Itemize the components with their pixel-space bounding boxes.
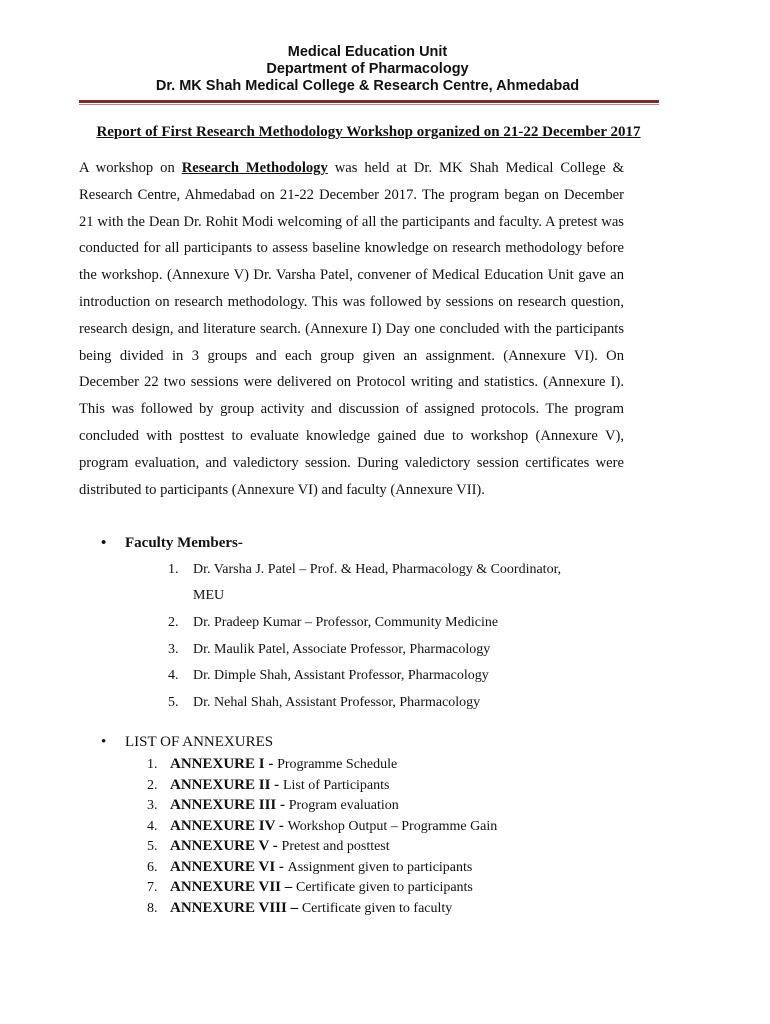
- faculty-item-continued: MEU: [193, 588, 225, 603]
- faculty-title: Faculty Members-: [125, 535, 243, 551]
- header-college: Dr. MK Shah Medical College & Research Centre, Ahmedabad: [155, 78, 580, 94]
- header-divider-thin: [79, 104, 659, 105]
- annexure-item: 6. ANNEXURE VI - Assignment given to participants: [147, 859, 473, 875]
- header-unit: Medical Education Unit: [287, 44, 448, 60]
- faculty-item: 3. Dr. Maulik Patel, Associate Professor, Pharmacology: [168, 642, 491, 657]
- body-paragraph: [79, 155, 624, 503]
- annexure-item: 3. ANNEXURE III - Program evaluation: [147, 797, 399, 813]
- annexure-item: 8. ANNEXURE VIII – Certificate given to faculty: [147, 900, 453, 916]
- document-header: [0, 44, 735, 95]
- report-title: Report of First Research Methodology Workshop organized on 21-22 December 2017: [96, 124, 641, 140]
- faculty-item: 2. Dr. Pradeep Kumar – Professor, Community Medicine: [168, 615, 499, 630]
- annexure-title: LIST OF ANNEXURES: [125, 734, 274, 750]
- faculty-item: 1. Dr. Varsha J. Patel – Prof. & Head, Pharmacology & Coordinator,: [168, 562, 562, 577]
- body-keyword: Research Methodology: [181, 160, 328, 176]
- annexure-item: 2. ANNEXURE II - List of Participants: [147, 777, 390, 793]
- annexure-item: 1. ANNEXURE I - Programme Schedule: [147, 756, 398, 772]
- annexure-section-heading: [101, 734, 273, 751]
- faculty-item: 5. Dr. Nehal Shah, Assistant Professor, Pharmacology: [168, 695, 481, 710]
- faculty-section-heading: [101, 535, 243, 552]
- bullet-icon: •: [101, 535, 107, 551]
- header-department: Department of Pharmacology: [266, 61, 469, 77]
- annexure-item: 7. ANNEXURE VII – Certificate given to participants: [147, 879, 473, 895]
- body-text: was held at Dr. MK Shah Medical College & Research Centre, Ahmedabad on 21-22 December 2017. The program began on December 21 with the Dean Dr. Rohit Modi welcoming of all the participants and faculty. A pretest was conducted for all participants to assess baseline knowledge on research methodology before the workshop. (Annexure V) Dr. Varsha Patel, convener of Medical Education Unit gave an introduction on research methodology. This was followed by sessions on research question, research design, and literature search. (Annexure I) Day one concluded with the participants being divided in 3 groups and each group given an assignment. (Annexure VI). On December 22 two sessions were delivered on Protocol writing and statistics. (Annexure I). This was followed by group activity and discussion of assigned protocols. The program concluded with posttest to evaluate knowledge gained due to workshop (Annexure V), program evaluation, and valedictory session. During valedictory session certificates were distributed to participants (Annexure VI) and faculty (Annexure VII).: [79, 160, 624, 498]
- annexure-item: 5. ANNEXURE V - Pretest and posttest: [147, 838, 390, 854]
- body-intro: A workshop on: [79, 160, 182, 176]
- annexure-item: 4. ANNEXURE IV - Workshop Output – Programme Gain: [147, 818, 498, 834]
- faculty-item: 4. Dr. Dimple Shah, Assistant Professor, Pharmacology: [168, 668, 489, 683]
- header-divider-thick: [79, 100, 659, 103]
- bullet-icon: •: [101, 734, 107, 750]
